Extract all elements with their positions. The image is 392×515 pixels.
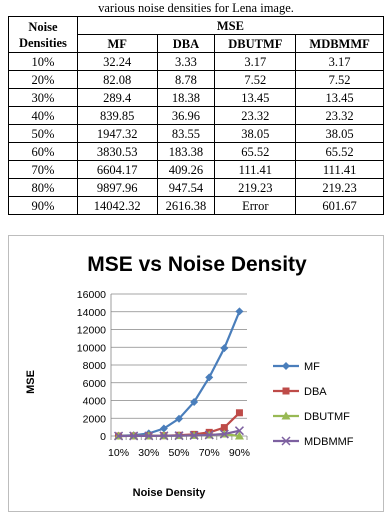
data-point <box>282 362 290 370</box>
mse-header: MSE <box>77 17 383 35</box>
mse-value-cell: 183.38 <box>157 143 215 161</box>
mse-value-cell: 3.33 <box>157 53 215 71</box>
y-axis-label: MSE <box>25 370 37 394</box>
column-header-dba: DBA <box>157 35 215 53</box>
y-tick-label: 16000 <box>76 289 106 301</box>
legend-item-mdbmmf <box>273 436 354 448</box>
noise-densities-header <box>9 17 78 53</box>
y-tick-label: 2000 <box>82 413 106 426</box>
table-row <box>9 71 384 89</box>
mse-value-cell: 6604.17 <box>77 161 157 179</box>
legend-item-dbutmf <box>273 411 350 423</box>
mse-table <box>8 16 384 215</box>
table-row <box>9 53 384 71</box>
noise-density-cell: 90% <box>9 197 78 215</box>
mse-value-cell: 3.17 <box>296 53 384 71</box>
column-header-mdbmmf: MDBMMF <box>296 35 384 53</box>
column-header-mf: MF <box>77 35 157 53</box>
mse-value-cell: 18.38 <box>157 89 215 107</box>
gridlines <box>111 294 247 418</box>
x-tick-label: 50% <box>168 447 190 459</box>
noise-density-cell: 80% <box>9 179 78 197</box>
legend-item-dba <box>273 386 327 398</box>
table-row <box>9 197 384 215</box>
noise-header-line2: Densities <box>18 35 67 50</box>
mse-value-cell: 23.32 <box>296 107 384 125</box>
y-tick-label: 4000 <box>82 395 106 408</box>
y-tick-label: 8000 <box>82 360 106 372</box>
table-header-row <box>9 17 384 35</box>
legend-item-mf <box>273 361 320 373</box>
data-point <box>283 388 290 395</box>
mse-value-cell: 3830.53 <box>77 143 157 161</box>
noise-density-cell: 70% <box>9 161 78 179</box>
series-mf <box>115 307 244 439</box>
mse-value-cell: 23.32 <box>215 107 296 125</box>
column-header-dbutmf: DBUTMF <box>215 35 296 53</box>
mse-value-cell: 65.52 <box>215 143 296 161</box>
mse-value-cell: 9897.96 <box>77 179 157 197</box>
mse-line-chart <box>9 236 385 513</box>
table-row <box>9 107 384 125</box>
table-caption: various noise densities for Lena image. <box>98 1 294 15</box>
table-row <box>9 143 384 161</box>
mse-value-cell: 83.55 <box>157 125 215 143</box>
mse-value-cell: 111.41 <box>296 161 384 179</box>
noise-density-cell: 60% <box>9 143 78 161</box>
mse-value-cell: 13.45 <box>215 89 296 107</box>
legend-label: MDBMMF <box>304 436 354 448</box>
mse-value-cell: 839.85 <box>77 107 157 125</box>
legend <box>273 361 354 448</box>
noise-density-cell: 20% <box>9 71 78 89</box>
mse-value-cell: 219.23 <box>296 179 384 197</box>
mse-value-cell: 3.17 <box>215 53 296 71</box>
data-point <box>220 344 228 352</box>
table-row <box>9 89 384 107</box>
mse-value-cell: 111.41 <box>215 161 296 179</box>
noise-density-cell: 50% <box>9 125 78 143</box>
table-row <box>9 161 384 179</box>
mse-value-cell: 65.52 <box>296 143 384 161</box>
mse-value-cell: 1947.32 <box>77 125 157 143</box>
mse-value-cell: 36.96 <box>157 107 215 125</box>
mse-value-cell: 947.54 <box>157 179 215 197</box>
mse-value-cell: 289.4 <box>77 89 157 107</box>
table-row <box>9 125 384 143</box>
x-tick-label: 10% <box>108 447 130 459</box>
data-point <box>235 307 243 315</box>
mse-value-cell: 14042.32 <box>77 197 157 215</box>
mse-value-cell: 7.52 <box>215 71 296 89</box>
mse-value-cell: 8.78 <box>157 71 215 89</box>
y-tick-label: 10000 <box>76 342 106 355</box>
chart-frame <box>8 235 384 512</box>
legend-label: DBA <box>304 386 327 398</box>
y-tick-label: 6000 <box>82 377 106 390</box>
mse-value-cell: 409.26 <box>157 161 215 179</box>
series-lines <box>114 307 244 440</box>
x-tick-label: 30% <box>138 447 160 459</box>
mse-value-cell: 38.05 <box>296 125 384 143</box>
noise-density-cell: 10% <box>9 53 78 71</box>
mse-value-cell: 7.52 <box>296 71 384 89</box>
x-axis-label: Noise Density <box>132 487 206 499</box>
noise-density-cell: 40% <box>9 107 78 125</box>
mse-value-cell: 82.08 <box>77 71 157 89</box>
noise-header-line1: Noise <box>28 19 58 34</box>
legend-label: DBUTMF <box>304 411 350 423</box>
noise-density-cell: 30% <box>9 89 78 107</box>
mse-value-cell: 13.45 <box>296 89 384 107</box>
data-point <box>236 409 243 416</box>
y-tick-label: 14000 <box>76 306 106 319</box>
mse-value-cell: 601.67 <box>296 197 384 215</box>
x-tick-label: 70% <box>198 447 220 459</box>
x-tick-label: 90% <box>228 447 250 459</box>
mse-value-cell: 2616.38 <box>157 197 215 215</box>
legend-label: MF <box>304 361 320 373</box>
y-tick-label: 0 <box>100 431 106 443</box>
mse-value-cell: Error <box>215 197 296 215</box>
chart-title: MSE vs Noise Density <box>87 253 307 276</box>
table-row <box>9 179 384 197</box>
mse-value-cell: 38.05 <box>215 125 296 143</box>
y-tick-label: 12000 <box>76 324 106 337</box>
mse-value-cell: 32.24 <box>77 53 157 71</box>
mse-value-cell: 219.23 <box>215 179 296 197</box>
